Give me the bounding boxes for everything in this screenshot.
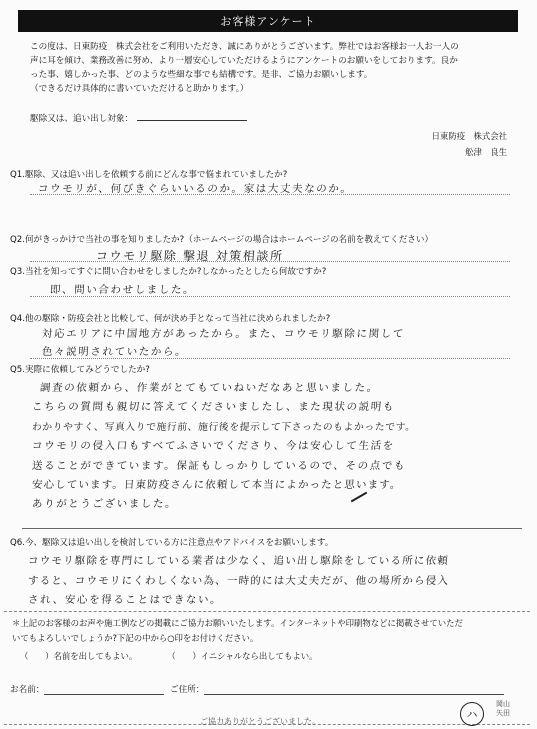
question-5: Q5.実際に依頼してみどうでしたか? [10,365,150,375]
section-divider [22,528,522,529]
intro-line: った事、嬉しかった事、どのような些細な事でも結構です。是非、ご協力お願いします。 [30,70,373,80]
question-6: Q6.今、駆除又は追い出しを検討している方に注意点やアドバイスをお願いします。 [10,538,334,548]
publication-consent-box [4,611,530,725]
answer-2-line: コウモリ駆除 撃退 対策相談所 [95,249,285,263]
answer-5-line: 送ることができています。保証もしっかりしているので、その点でも [31,460,407,472]
question-2: Q2.何がきっかけで当社の事を知りましたか?（ホームページの場合はホームページの名前を教えてください） [10,235,434,245]
answer-6-line: コウモリ駆除を専門にしている業者は少なく、追い出し駆除をしている所に依頼 [27,555,450,567]
name-line [44,684,164,695]
intro-line: （できるだけ具体的に書いていただけると助かります。） [30,84,249,94]
address-field[interactable] [170,683,504,695]
answer-rule [30,261,510,262]
question-3: Q3.当社を知ってすぐに問い合わせをしましたか?しなかったとしたら何故ですか? [10,267,327,277]
target-label: 駆除又は、追い出し対象： [30,114,134,124]
answer-rule [30,194,510,195]
pen-stroke [351,492,368,503]
thank-you-text: ご協力ありがとうございました。 [200,717,320,726]
company-person: 舩津 良生 [465,147,507,157]
name-label: お名前： [10,685,45,695]
question-4: Q4.他の駆除・防疫会社と比較して、何が決め手となって当社に決められましたか? [10,314,331,324]
circle-mark: ハ [460,702,484,726]
answer-4-line: 色々説明されていたから。 [41,346,188,358]
stamp-line: 矢田 [496,709,510,717]
intro-line: 声に耳を傾け、業務改善に努め、より一層安心していただけるようにアンケートのお願いをしております。良か [30,56,458,66]
answer-3-line: 即、問い合わせしました。 [49,284,196,296]
answer-6-line: すると、コウモリにくわしくない為、一時的には大丈夫だが、他の場所から侵入 [27,575,450,587]
answer-1-line: コウモリが、何びきぐらいいるのか。家は大丈夫なのか。 [37,183,353,195]
answer-4-line: 対応エリアに中国地方があったから。また、コウモリ駆除に関して [41,328,406,340]
name-field[interactable] [10,683,164,695]
address-line [204,684,504,695]
notice-line: いてもよろしいでしょうか?下記の中から○印をお付けください。 [12,633,259,643]
answer-rule [30,296,510,297]
answer-5-line: こちらの質問も親切に答えてくださいましたし、また現状の説明も [31,401,396,413]
question-1: Q1.駆除、又は追い出しを依頼する前にどんな事で悩まれていましたか? [10,170,288,180]
stamp-line: 岡山 [496,700,510,708]
answer-5-line: 調査の依頼から、作業がとてもていねいだなあと思いました。 [39,382,380,394]
form-title: お客様アンケート [18,10,518,32]
option-name-ok[interactable]: （ ）名前を出してもよい。 [20,651,138,661]
target-field [30,112,247,124]
company-block [432,128,507,160]
answer-rule [30,358,510,359]
company-name: 日東防疫 株式会社 [431,131,507,141]
answer-5-line: ありがとうございました。 [31,498,178,510]
answer-6-line: され、安心を得ることはできない。 [27,594,223,606]
notice-line: ＊上記のお客様のお声や施工例などの掲載にご協力お願いいたします。インターネットや印刷物などに掲載させていただ [12,618,463,628]
intro-text [30,40,520,96]
target-line [137,112,247,121]
address-label: ご住所： [170,685,205,695]
intro-line: この度は、日東防疫 株式会社をご利用いただき、誠にありがとうございます。弊社ではお客様お一人お一人の [30,42,459,52]
answer-5-line: わかりやすく、写真入りで施行前、施行後を提示して下さったのもよかったです。 [31,422,416,433]
answer-5-line: コウモリの侵入口もすべてふさいでくださり、今は安心して生活を [31,440,396,452]
stamp [496,700,510,718]
option-initials-ok[interactable]: （ ）イニシャルなら出してもよい。 [167,651,318,661]
consent-options [4,650,530,662]
answer-5-line: 安心しています。日東防疫さんに依頼して本当によかったと思います。 [31,479,402,491]
